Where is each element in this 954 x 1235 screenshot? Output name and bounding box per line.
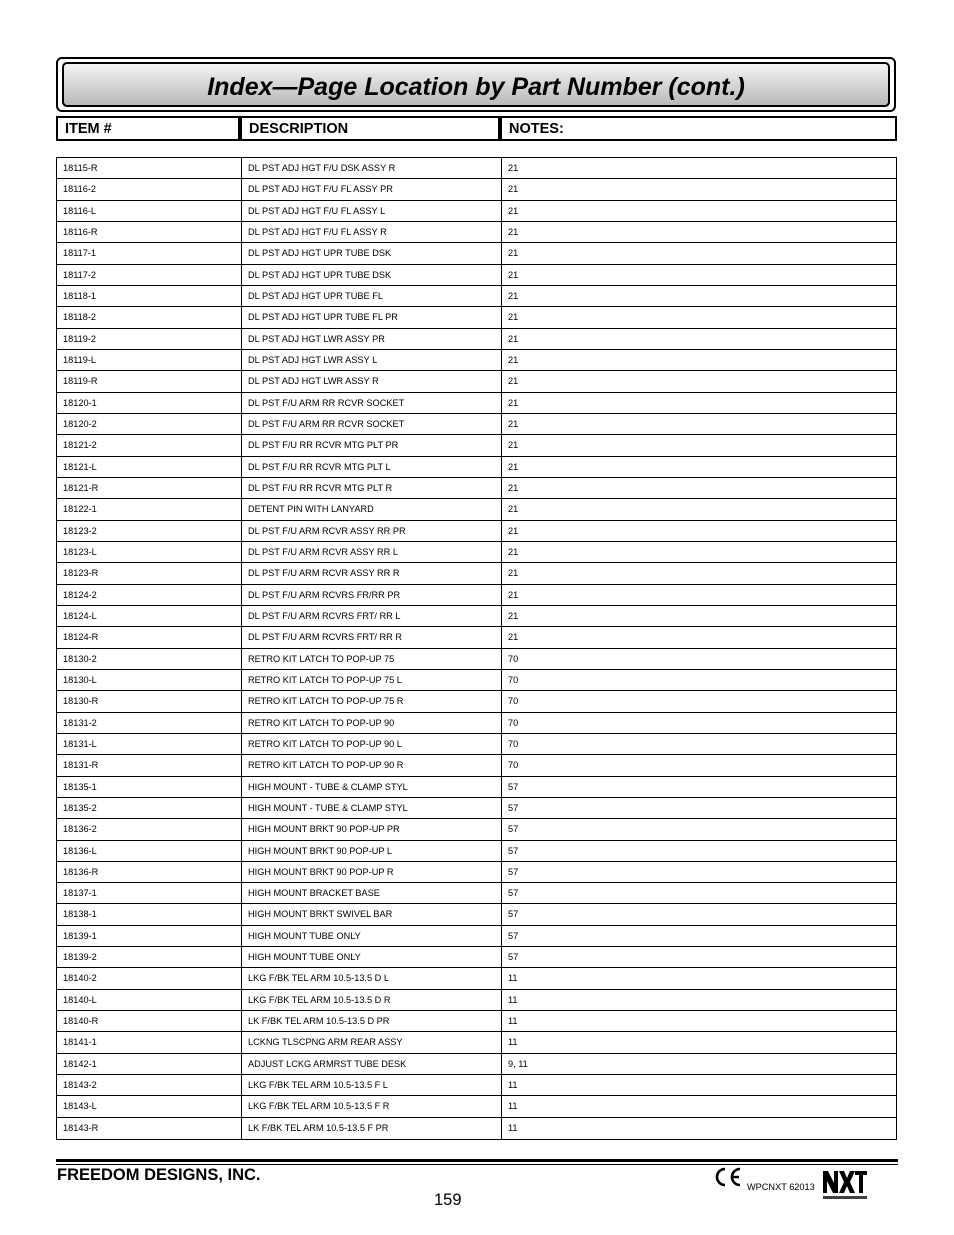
table-row (57, 862, 896, 883)
item-number-cell: 18117-1 (57, 243, 242, 263)
item-number-cell: 18124-L (57, 606, 242, 626)
title-banner-inner (62, 62, 890, 107)
item-number-cell: 18116-R (57, 222, 242, 242)
description-cell: RETRO KIT LATCH TO POP-UP 75 R (242, 691, 502, 711)
item-number-cell: 18139-1 (57, 926, 242, 946)
notes-cell: 21 (508, 546, 519, 557)
description-cell: HIGH MOUNT BRKT 90 POP-UP R (242, 862, 502, 882)
notes-cell: 21 (508, 354, 519, 365)
item-number-cell: 18124-2 (57, 585, 242, 605)
description-cell: HIGH MOUNT BRKT 90 POP-UP L (242, 841, 502, 861)
table-row (57, 947, 896, 968)
notes-cell: 21 (508, 290, 519, 301)
table-row (57, 1011, 896, 1032)
notes-cell: 57 (508, 824, 519, 835)
table-row (57, 307, 896, 328)
notes-cell: 21 (508, 312, 519, 323)
table-row (57, 393, 896, 414)
notes-cell: 57 (508, 866, 519, 877)
item-number-cell: 18115-R (57, 158, 242, 178)
item-number-cell: 18140-L (57, 990, 242, 1010)
description-cell: HIGH MOUNT - TUBE & CLAMP STYL (242, 798, 502, 818)
description-cell: DL PST ADJ HGT F/U DSK ASSY R (242, 158, 502, 178)
nxt-logo-icon (822, 1169, 868, 1201)
notes-cell: 70 (508, 653, 519, 664)
table-row (57, 201, 896, 222)
ce-mark-icon (713, 1166, 743, 1188)
notes-cell: 21 (508, 525, 519, 536)
table-row (57, 265, 896, 286)
item-number-cell: 18124-R (57, 627, 242, 647)
document-code: WPCNXT 62013 (747, 1182, 815, 1192)
table-row (57, 286, 896, 307)
notes-cell: 21 (508, 248, 519, 259)
notes-cell: 57 (508, 888, 519, 899)
notes-cell: 57 (508, 930, 519, 941)
table-row (57, 1054, 896, 1075)
table-row (57, 435, 896, 456)
item-number-cell: 18119-2 (57, 329, 242, 349)
item-number-cell: 18141-1 (57, 1032, 242, 1052)
description-cell: DL PST F/U ARM RCVR ASSY RR R (242, 563, 502, 583)
table-row (57, 585, 896, 606)
description-cell: DL PST F/U ARM RCVRS FR/RR PR (242, 585, 502, 605)
item-number-cell: 18142-1 (57, 1054, 242, 1074)
description-cell: LKG F/BK TEL ARM 10.5-13.5 F R (242, 1096, 502, 1116)
table-row (57, 499, 896, 520)
item-number-cell: 18123-2 (57, 521, 242, 541)
description-cell: ADJUST LCKG ARMRST TUBE DESK (242, 1054, 502, 1074)
page-number: 159 (434, 1191, 462, 1209)
item-number-cell: 18135-1 (57, 777, 242, 797)
notes-cell: 57 (508, 909, 519, 920)
description-cell: DL PST ADJ HGT LWR ASSY PR (242, 329, 502, 349)
notes-cell: 11 (508, 1122, 518, 1133)
item-number-cell: 18130-2 (57, 649, 242, 669)
header-item-number: ITEM # (56, 116, 240, 141)
description-cell: HIGH MOUNT - TUBE & CLAMP STYL (242, 777, 502, 797)
description-cell: DL PST ADJ HGT LWR ASSY L (242, 350, 502, 370)
description-cell: DL PST F/U ARM RR RCVR SOCKET (242, 414, 502, 434)
table-row (57, 350, 896, 371)
description-cell: LKG F/BK TEL ARM 10.5-13.5 D L (242, 968, 502, 988)
item-number-cell: 18130-L (57, 670, 242, 690)
description-cell: DL PST ADJ HGT F/U FL ASSY L (242, 201, 502, 221)
item-number-cell: 18122-1 (57, 499, 242, 519)
description-cell: DL PST F/U ARM RCVR ASSY RR PR (242, 521, 502, 541)
table-row (57, 691, 896, 712)
description-cell: HIGH MOUNT BRKT SWIVEL BAR (242, 904, 502, 924)
footer-rule-thin (56, 1164, 898, 1165)
item-number-cell: 18120-1 (57, 393, 242, 413)
description-cell: DL PST ADJ HGT F/U FL ASSY R (242, 222, 502, 242)
item-number-cell: 18136-L (57, 841, 242, 861)
table-row (57, 222, 896, 243)
item-number-cell: 18121-R (57, 478, 242, 498)
notes-cell: 11 (508, 1016, 518, 1027)
description-cell: DL PST ADJ HGT UPR TUBE DSK (242, 243, 502, 263)
notes-cell: 21 (508, 376, 519, 387)
item-number-cell: 18135-2 (57, 798, 242, 818)
table-row (57, 755, 896, 776)
description-cell: LK F/BK TEL ARM 10.5-13.5 F PR (242, 1118, 502, 1139)
table-row (57, 243, 896, 264)
notes-cell: 21 (508, 568, 519, 579)
item-number-cell: 18116-L (57, 201, 242, 221)
description-cell: LKG F/BK TEL ARM 10.5-13.5 F L (242, 1075, 502, 1095)
table-row (57, 457, 896, 478)
notes-cell: 21 (508, 461, 519, 472)
description-cell: LCKNG TLSCPNG ARM REAR ASSY (242, 1032, 502, 1052)
description-cell: LKG F/BK TEL ARM 10.5-13.5 D R (242, 990, 502, 1010)
item-number-cell: 18118-2 (57, 307, 242, 327)
item-number-cell: 18116-2 (57, 179, 242, 199)
table-row (57, 904, 896, 925)
item-number-cell: 18121-2 (57, 435, 242, 455)
notes-cell: 11 (508, 1037, 518, 1048)
description-cell: RETRO KIT LATCH TO POP-UP 90 R (242, 755, 502, 775)
description-cell: HIGH MOUNT BRACKET BASE (242, 883, 502, 903)
description-cell: RETRO KIT LATCH TO POP-UP 75 L (242, 670, 502, 690)
notes-cell: 21 (508, 482, 519, 493)
notes-cell: 21 (508, 632, 519, 643)
item-number-cell: 18143-2 (57, 1075, 242, 1095)
notes-cell: 21 (508, 163, 519, 173)
table-row (57, 670, 896, 691)
notes-cell: 70 (508, 738, 519, 749)
description-cell: DL PST ADJ HGT UPR TUBE FL PR (242, 307, 502, 327)
item-number-cell: 18139-2 (57, 947, 242, 967)
table-row (57, 542, 896, 563)
notes-cell: 70 (508, 760, 519, 771)
description-cell: DL PST ADJ HGT UPR TUBE DSK (242, 265, 502, 285)
table-row (57, 819, 896, 840)
notes-cell: 21 (508, 418, 519, 429)
table-row (57, 1032, 896, 1053)
item-number-cell: 18138-1 (57, 904, 242, 924)
description-cell: DL PST F/U RR RCVR MTG PLT R (242, 478, 502, 498)
description-cell: RETRO KIT LATCH TO POP-UP 75 (242, 649, 502, 669)
notes-cell: 21 (508, 610, 519, 621)
table-row (57, 1075, 896, 1096)
table-row (57, 1118, 896, 1139)
notes-cell: 21 (508, 205, 519, 216)
item-number-cell: 18120-2 (57, 414, 242, 434)
item-number-cell: 18131-R (57, 755, 242, 775)
description-cell: HIGH MOUNT TUBE ONLY (242, 926, 502, 946)
item-number-cell: 18123-R (57, 563, 242, 583)
table-row (57, 521, 896, 542)
description-cell: DL PST F/U ARM RCVRS FRT/ RR R (242, 627, 502, 647)
table-row (57, 841, 896, 862)
notes-cell: 9, 11 (508, 1058, 528, 1069)
table-row (57, 990, 896, 1011)
table-row (57, 158, 896, 179)
notes-cell: 57 (508, 781, 519, 792)
notes-cell: 11 (508, 1080, 518, 1091)
description-cell: LK F/BK TEL ARM 10.5-13.5 D PR (242, 1011, 502, 1031)
item-number-cell: 18140-2 (57, 968, 242, 988)
description-cell: DL PST F/U ARM RCVR ASSY RR L (242, 542, 502, 562)
notes-cell: 11 (508, 973, 518, 984)
table-row (57, 179, 896, 200)
table-row (57, 606, 896, 627)
notes-cell: 21 (508, 440, 519, 451)
description-cell: DL PST F/U ARM RCVRS FRT/ RR L (242, 606, 502, 626)
table-row (57, 414, 896, 435)
notes-cell: 57 (508, 845, 519, 856)
notes-cell: 70 (508, 717, 519, 728)
description-cell: DL PST ADJ HGT F/U FL ASSY PR (242, 179, 502, 199)
parts-table (56, 157, 897, 1140)
table-row (57, 371, 896, 392)
table-row (57, 563, 896, 584)
footer-rule-thick (56, 1159, 898, 1162)
notes-cell: 57 (508, 952, 519, 963)
description-cell: DL PST F/U ARM RR RCVR SOCKET (242, 393, 502, 413)
notes-cell: 21 (508, 333, 519, 344)
item-number-cell: 18119-L (57, 350, 242, 370)
header-description: DESCRIPTION (240, 116, 500, 141)
table-row (57, 713, 896, 734)
description-cell: DL PST F/U RR RCVR MTG PLT PR (242, 435, 502, 455)
table-row (57, 968, 896, 989)
item-number-cell: 18131-2 (57, 713, 242, 733)
item-number-cell: 18140-R (57, 1011, 242, 1031)
table-row (57, 329, 896, 350)
description-cell: DL PST F/U RR RCVR MTG PLT L (242, 457, 502, 477)
notes-cell: 21 (508, 184, 519, 195)
table-row (57, 1096, 896, 1117)
notes-cell: 11 (508, 1101, 518, 1112)
item-number-cell: 18117-2 (57, 265, 242, 285)
item-number-cell: 18143-L (57, 1096, 242, 1116)
item-number-cell: 18143-R (57, 1118, 242, 1139)
item-number-cell: 18130-R (57, 691, 242, 711)
table-row (57, 926, 896, 947)
item-number-cell: 18131-L (57, 734, 242, 754)
item-number-cell: 18118-1 (57, 286, 242, 306)
page-title: Index—Page Location by Part Number (cont.) (207, 73, 745, 101)
table-row (57, 478, 896, 499)
column-header-row (56, 116, 897, 141)
table-row (57, 734, 896, 755)
description-cell: DL PST ADJ HGT LWR ASSY R (242, 371, 502, 391)
description-cell: RETRO KIT LATCH TO POP-UP 90 L (242, 734, 502, 754)
header-notes: NOTES: (500, 116, 897, 141)
table-row (57, 777, 896, 798)
description-cell: HIGH MOUNT TUBE ONLY (242, 947, 502, 967)
description-cell: HIGH MOUNT BRKT 90 POP-UP PR (242, 819, 502, 839)
notes-cell: 70 (508, 696, 519, 707)
notes-cell: 21 (508, 397, 519, 408)
table-row (57, 798, 896, 819)
item-number-cell: 18119-R (57, 371, 242, 391)
notes-cell: 21 (508, 226, 519, 237)
notes-cell: 11 (508, 994, 518, 1005)
item-number-cell: 18123-L (57, 542, 242, 562)
notes-cell: 70 (508, 674, 519, 685)
item-number-cell: 18137-1 (57, 883, 242, 903)
table-row (57, 627, 896, 648)
notes-cell: 21 (508, 589, 519, 600)
table-row (57, 883, 896, 904)
description-cell: DETENT PIN WITH LANYARD (242, 499, 502, 519)
title-banner (56, 57, 896, 112)
table-row (57, 649, 896, 670)
company-name: FREEDOM DESIGNS, INC. (57, 1166, 261, 1184)
description-cell: DL PST ADJ HGT UPR TUBE FL (242, 286, 502, 306)
item-number-cell: 18136-R (57, 862, 242, 882)
notes-cell: 21 (508, 504, 519, 515)
notes-cell: 21 (508, 269, 519, 280)
item-number-cell: 18121-L (57, 457, 242, 477)
item-number-cell: 18136-2 (57, 819, 242, 839)
description-cell: RETRO KIT LATCH TO POP-UP 90 (242, 713, 502, 733)
notes-cell: 57 (508, 802, 519, 813)
